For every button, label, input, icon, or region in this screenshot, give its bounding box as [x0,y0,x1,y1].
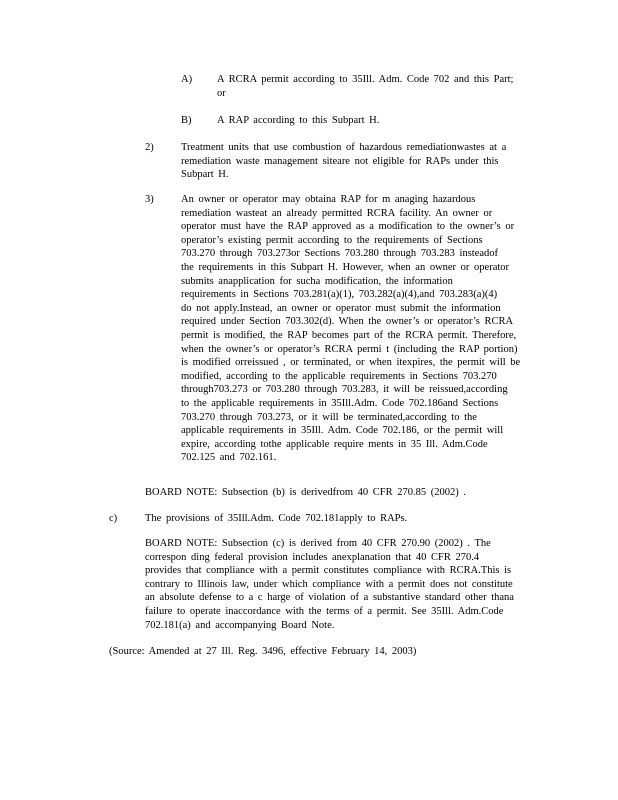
text-line: remediation wasteat an already permitted RCRA facility. An owner or [181,207,493,219]
text-line: do not apply.Instead, an owner or operator must submit the information [181,302,501,314]
board-note-c [145,537,514,632]
text-line: an absolute defense to a c harge of violation of a substantive standard other thana [145,592,514,604]
text-line: submits anapplication for sucha modification, the information [181,275,453,287]
board-note-b [145,486,466,500]
text-line: failure to operate inaccordance with the terms of a permit. See 35Ill. Adm.Code [145,605,504,617]
text-line: BOARD NOTE: Subsection (c) is derived from 40 CFR 270.90 (2002) . The [145,538,491,549]
item-2-marker: 2) [145,142,154,153]
text-line: 703.270 through 703.273or Sections 703.280 through 703.283 insteadof [181,248,499,260]
text-line: remediation waste management siteare not eligible for RAPs under this [181,155,499,167]
text-line: requirements in Sections 703.281(a)(1), 703.282(a)(4),and 703.283(a)(4) [181,289,498,301]
source-note [109,645,416,659]
text-line: to the applicable requirements in 35Ill.Adm. Code 702.186and Sections [181,397,499,409]
text-line: 703.270 through 703.273, or it will be terminated,according to the [181,411,477,423]
text-line: expire, according tothe applicable require ments in 35 Ill. Adm.Code [181,438,488,450]
text-line: A RAP according to this Subpart H. [217,115,380,126]
text-line: Subpart H. [181,169,229,181]
item-a-text [217,73,513,100]
text-line: or [217,87,226,99]
text-line: The provisions of 35Ill.Adm. Code 702.181apply to RAPs. [145,513,408,524]
item-c-marker: c) [109,513,118,524]
text-line: An owner or operator may obtaina RAP for m anaging hazardous [181,194,476,205]
text-line: A RCRA permit according to 35Ill. Adm. Code 702 and this Part; [217,74,514,85]
text-line: Treatment units that use combustion of hazardous remediationwastes at a [181,142,507,153]
item-c-text [145,512,407,526]
text-line: 702.181(a) and accompanying Board Note. [145,619,335,631]
text-line: the requirements in this Subpart H. However, when an owner or operator [181,261,510,273]
text-line: (Source: Amended at 27 Ill. Reg. 3496, effective February 14, 2003) [109,646,417,657]
item-3-text [181,193,520,465]
item-b-text [217,114,379,128]
item-3-marker: 3) [145,194,154,205]
text-line: permit is modified, the RAP becomes part of the RCRA permit. Therefore, [181,329,517,341]
item-2-text [181,141,506,182]
text-line: required under Section 703.302(d). When the owner’s or operator’s RCRA [181,316,514,328]
text-line: is modified orreissued , or terminated, or when itexpires, the permit will be [181,357,521,369]
text-line: contrary to Illinois law, under which compliance with a permit does not constitute [145,578,513,590]
text-line: 702.125 and 702.161. [181,452,277,464]
text-line: BOARD NOTE: Subsection (b) is derivedfrom 40 CFR 270.85 (2002) . [145,487,466,498]
text-line: correspon ding federal provision includes anexplanation that 40 CFR 270.4 [145,551,480,563]
item-b-marker: B) [181,115,192,126]
text-line: operator’s existing permit according to the requirements of Sections [181,234,483,246]
text-line: modified, according to the applicable requirements in Sections 703.270 [181,370,497,382]
text-line: when the owner’s or operator’s RCRA permi t (including the RAP portion) [181,343,518,355]
text-line: operator must have the RAP approved as a modification to the owner’s or [181,221,515,233]
text-line: applicable requirements in 35Ill. Adm. Code 702.186, or the permit will [181,425,504,437]
item-a-marker: A) [181,74,193,85]
text-line: through703.273 or 703.280 through 703.283, it will be reissued,according [181,384,508,396]
text-line: provides that compliance with a permit constitutes compliance with RCRA.This is [145,565,512,577]
